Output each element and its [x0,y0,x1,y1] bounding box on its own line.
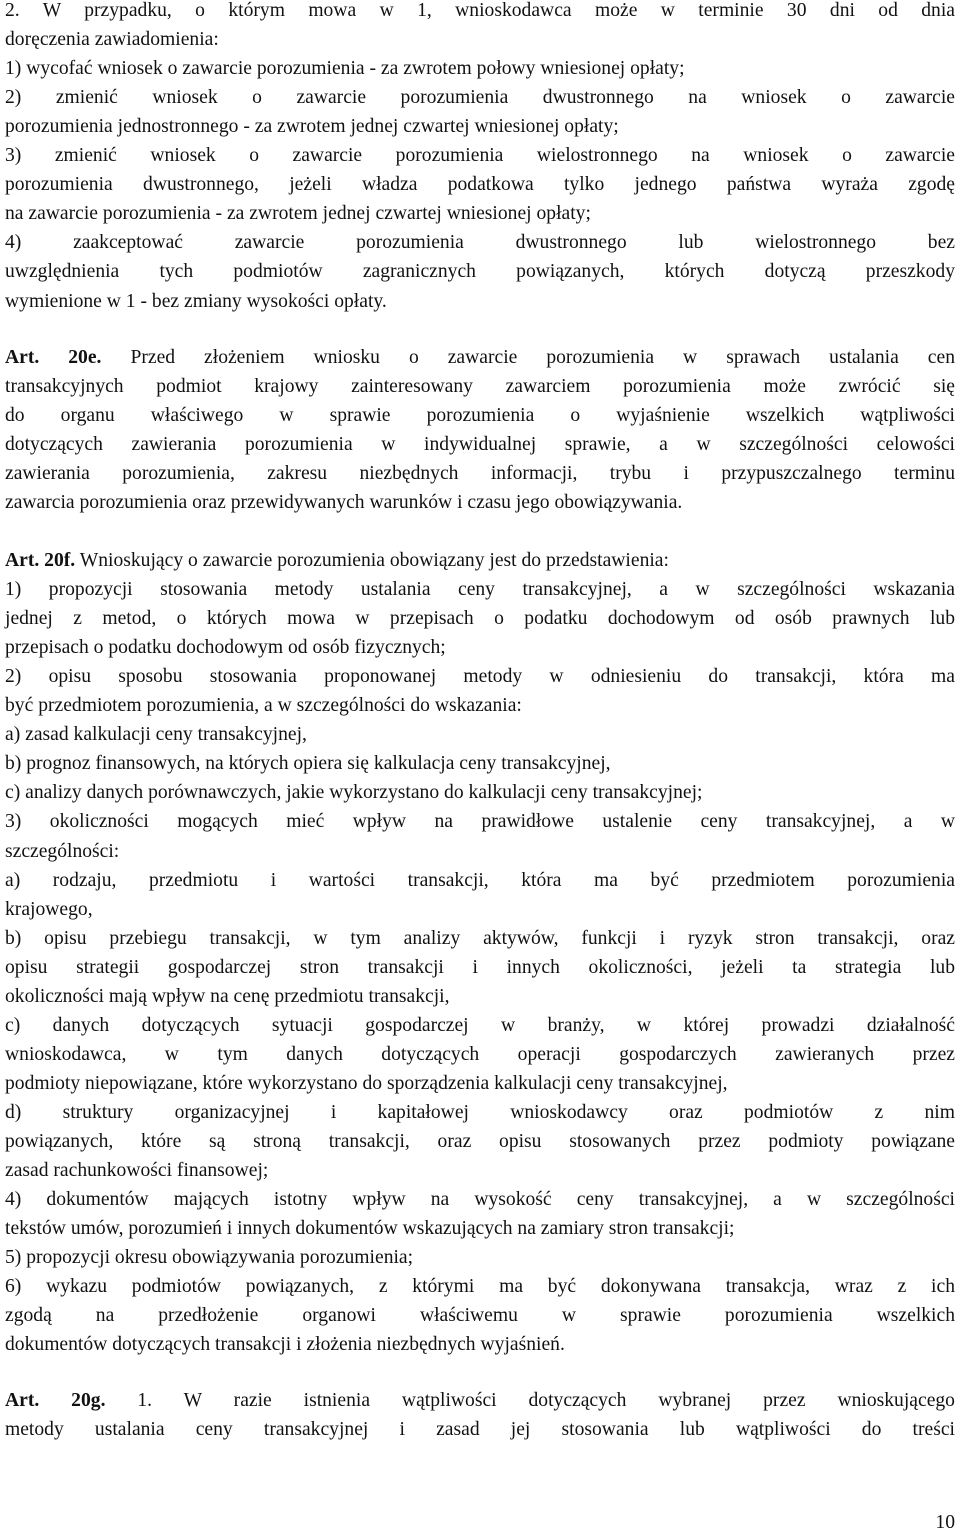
art20f-line-13 [5,895,955,924]
line-text: c) analizy danych porównawczych, jakie wykorzystano do kalkulacji ceny transakcyjnej; [5,782,703,804]
line-text: zgodą na przedłożenie organowi właściwemu w sprawie porozumienia wszelkich [5,1305,955,1327]
line-text: jednej z metod, o których mowa w przepisach o podatku dochodowym od osób prawnych lub [5,608,955,630]
line-text: porozumienia jednostronnego - za zwrotem jednej czwartej wniesionej opłaty; [5,116,619,138]
page-number: 10 [935,1512,955,1533]
line-text: b) prognoz finansowych, na których opiera się kalkulacja ceny transakcyjnej, [5,753,611,775]
art20e-line-5 [5,459,955,488]
par2-line-2 [5,25,955,54]
line-text: transakcyjnych podmiot krajowy zainteresowany zawarciem porozumienia może zwrócić się [5,376,955,398]
art20f-line-17 [5,1011,955,1040]
line-text: podmioty niepowiązane, które wykorzystano do sporządzenia kalkulacji ceny transakcyjnej, [5,1072,728,1094]
art20f-line-12 [5,866,955,895]
art20f-line-22 [5,1156,955,1185]
art20e-line-2 [5,372,955,401]
art20f-line-3 [5,604,955,633]
art20f-line-1 [5,546,955,575]
line-text: 2) opisu sposobu stosowania proponowanej metody w odniesieniu do transakcji, która ma [5,666,955,688]
line-text: 3) zmienić wniosek o zawarcie porozumienia wielostronnego na wniosek o zawarcie [5,145,955,167]
par2-line-3 [5,54,955,83]
art20f-line-10 [5,807,955,836]
line-text: uwzględnienia tych podmiotów zagranicznych powiązanych, których dotyczą przeszkody [5,261,955,283]
line-text: a) zasad kalkulacji ceny transakcyjnej, [5,724,307,746]
line-text: wymienione w 1 - bez zmiany wysokości opłaty. [5,290,387,312]
line-text: a) rodzaju, przedmiotu i wartości transakcji, która ma być przedmiotem porozumienia [5,869,955,891]
art20f-line-6 [5,691,955,720]
par2-line-11 [5,287,955,316]
art20e-line-1 [5,343,955,372]
line-text: opisu strategii gospodarczej stron transakcji i innych okoliczności, jeżeli ta strategia lub [5,956,955,978]
line-text: zawarcia porozumienia oraz przewidywanych warunków i czasu jego obowiązywania. [5,492,683,514]
line-text: c) danych dotyczących sytuacji gospodarczej w branży, w której prowadzi działalność [5,1014,955,1036]
art20f-line-14 [5,924,955,953]
par2-line-7 [5,170,955,199]
art20f-line-4 [5,633,955,662]
art20f-line-2 [5,575,955,604]
par2-line-5 [5,112,955,141]
line-text: okoliczności mają wpływ na cenę przedmiotu transakcji, [5,985,450,1007]
art20f-line-8 [5,749,955,778]
line-text: 3) okoliczności mogących mieć wpływ na prawidłowe ustalenie ceny transakcyjnej, a w [5,811,955,833]
line-text: zasad rachunkowości finansowej; [5,1160,269,1182]
line-text: tekstów umów, porozumień i innych dokumentów wskazujących na zamiary stron transakcji; [5,1218,735,1240]
art20f-line-16 [5,982,955,1011]
line-text: 4) zaakceptować zawarcie porozumienia dwustronnego lub wielostronnego bez [5,232,955,254]
line-text: dotyczących zawierania porozumienia w indywidualnej sprawie, a w szczególności celowości [5,434,955,456]
art20f-line-9 [5,778,955,807]
art20f-line-5 [5,662,955,691]
line-text: metody ustalania ceny transakcyjnej i zasad jej stosowania lub wątpliwości do treści [5,1419,955,1441]
line-text: 4) dokumentów mających istotny wpływ na wysokość ceny transakcyjnej, a w szczególności [5,1189,955,1211]
art20g-article-number: Art. 20g. [5,1390,106,1411]
art20f-line-7 [5,720,955,749]
line-text: porozumienia dwustronnego, jeżeli władza podatkowa tylko jednego państwa wyraża zgodę [5,174,955,196]
line-text: 6) wykazu podmiotów powiązanych, z którymi ma być dokonywana transakcja, wraz z ich [5,1276,955,1298]
art20f-line-15 [5,953,955,982]
par2-line-8 [5,199,955,228]
line-text: szczególności: [5,840,120,862]
art20f-article-number: Art. 20f. [5,550,76,571]
par2-line-1 [5,0,955,25]
par2-line-6 [5,141,955,170]
art20f-line-24 [5,1214,955,1243]
art20f-line-27 [5,1301,955,1330]
art20e-line-3 [5,401,955,430]
art20f-line-19 [5,1069,955,1098]
art20f-line-20 [5,1098,955,1127]
line-text: 2) zmienić wniosek o zawarcie porozumienia dwustronnego na wniosek o zawarcie [5,87,955,109]
line-text: b) opisu przebiegu transakcji, w tym analizy aktywów, funkcji i ryzyk stron transakcji, oraz [5,927,955,949]
line-text: 1) propozycji stosowania metody ustalania ceny transakcyjnej, a w szczególności wskazania [5,579,955,601]
art20f-line-25 [5,1243,955,1272]
line-text: krajowego, [5,898,93,920]
line-text: 2. W przypadku, o którym mowa w 1, wnioskodawca może w terminie 30 dni od dnia [5,0,955,21]
art20f-line-18 [5,1040,955,1069]
line-text: 5) propozycji okresu obowiązywania porozumienia; [5,1247,414,1269]
line-text: wnioskodawca, w tym danych dotyczących operacji gospodarczych zawieranych przez [5,1043,955,1065]
line-text: do organu właściwego w sprawie porozumienia o wyjaśnienie wszelkich wątpliwości [5,405,955,427]
line-text: zawierania porozumienia, zakresu niezbędnych informacji, trybu i przypuszczalnego terminu [5,463,955,485]
art20e-line-4 [5,430,955,459]
line-text: d) struktury organizacyjnej i kapitałowej wnioskodawcy oraz podmiotów z nim [5,1101,955,1123]
art20f-line-21 [5,1127,955,1156]
art20f-line-26 [5,1272,955,1301]
art20e-article-number: Art. 20e. [5,347,102,368]
par2-line-4 [5,83,955,112]
line-text: Przed złożeniem wniosku o zawarcie porozumienia w sprawach ustalania cen [101,347,955,368]
line-text: być przedmiotem porozumienia, a w szczególności do wskazania: [5,695,522,717]
line-text: 1. W razie istnienia wątpliwości dotyczących wybranej przez wnioskującego [105,1390,955,1411]
art20f-line-23 [5,1185,955,1214]
line-text: doręczenia zawiadomienia: [5,29,219,51]
line-text: 1) wycofać wniosek o zawarcie porozumienia - za zwrotem połowy wniesionej opłaty; [5,58,685,80]
line-text: przepisach o podatku dochodowym od osób fizycznych; [5,637,446,659]
art20e-line-6 [5,488,955,517]
par2-line-9 [5,228,955,257]
line-text: dokumentów dotyczących transakcji i złożenia niezbędnych wyjaśnień. [5,1334,565,1356]
par2-line-10 [5,257,955,286]
art20f-line-28 [5,1330,955,1359]
line-text: Wnioskujący o zawarcie porozumienia obowiązany jest do przedstawienia: [75,550,669,571]
art20g-line-2 [5,1415,955,1444]
line-text: na zawarcie porozumienia - za zwrotem jednej czwartej wniesionej opłaty; [5,203,591,225]
art20f-line-11 [5,837,955,866]
art20g-line-1 [5,1386,955,1415]
line-text: powiązanych, które są stroną transakcji, oraz opisu stosowanych przez podmioty powiązane [5,1131,955,1152]
